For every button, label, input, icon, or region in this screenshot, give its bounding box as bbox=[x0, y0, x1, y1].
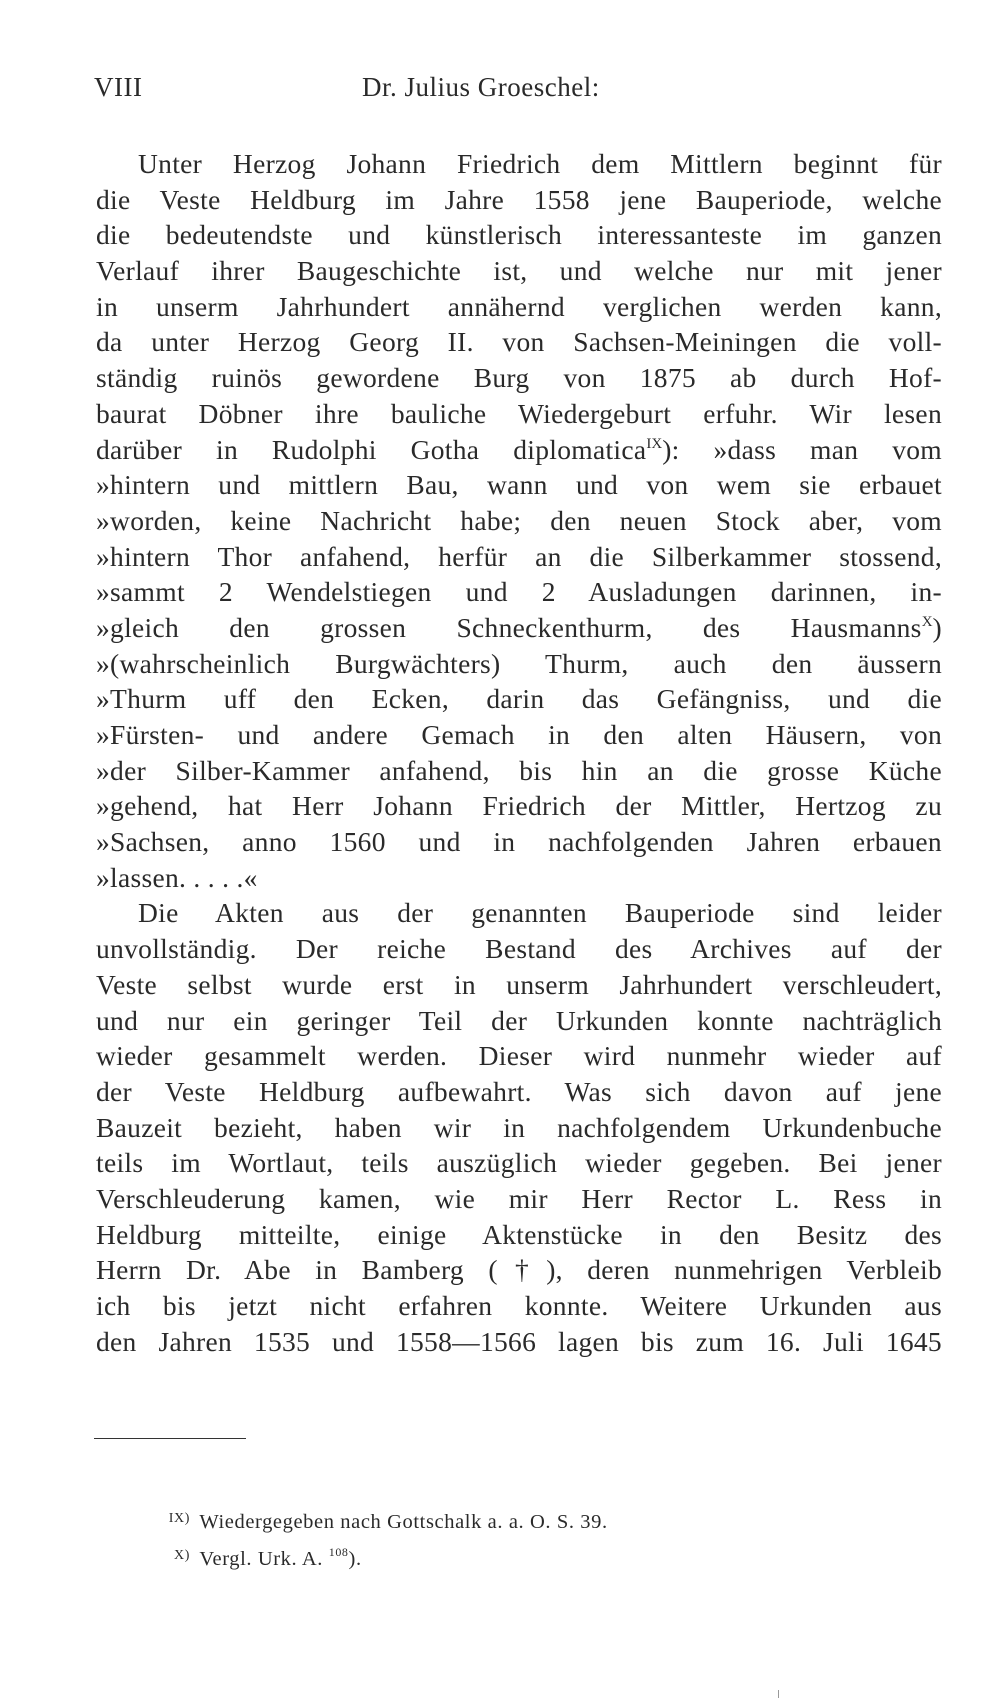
text-line: die bedeutendste und künstlerisch interessanteste im ganzen bbox=[96, 219, 942, 251]
text-line: den Jahren 1535 und 1558—1566 lagen bis zum 16. Juli 1645 bbox=[96, 1325, 942, 1357]
page-number: VIII bbox=[94, 72, 143, 102]
text-segment: »gleich den grossen Schneckenthurm, des Hausmanns bbox=[96, 611, 922, 643]
text-line: da unter Herzog Georg II. von Sachsen-Meiningen die voll- bbox=[96, 326, 942, 358]
text-line: der Veste Heldburg aufbewahrt. Was sich davon auf jene bbox=[96, 1075, 942, 1107]
text-line: Heldburg mitteilte, einige Aktenstücke in den Besitz des bbox=[96, 1218, 942, 1250]
text-line: Verschleuderung kamen, wie mir Herr Rector L. Ress in bbox=[96, 1182, 942, 1214]
text-line: »Sachsen, anno 1560 und in nachfolgenden Jahren erbauen bbox=[96, 826, 942, 858]
footnote-marker: IX) bbox=[168, 1511, 190, 1526]
text-line: »lassen. . . . .« bbox=[96, 861, 258, 893]
text-line: Herrn Dr. Abe in Bamberg (†), deren nunmehrigen Verbleib bbox=[96, 1254, 942, 1286]
footnote-ref-x[interactable]: X bbox=[921, 613, 933, 630]
scan-speck bbox=[778, 1690, 779, 1698]
footnotes bbox=[140, 1502, 840, 1576]
text-line: ständig ruinös gewordene Burg von 1875 ab durch Hof- bbox=[96, 362, 942, 394]
text-line: »worden, keine Nachricht habe; den neuen Stock aber, vom bbox=[96, 504, 942, 536]
text-segment: ): »dass man vom bbox=[662, 433, 942, 465]
footnote-x bbox=[140, 1539, 840, 1576]
text-line: »(wahrscheinlich Burgwächters) Thurm, auch den äussern bbox=[96, 647, 942, 679]
text-line: Bauzeit bezieht, haben wir in nachfolgendem Urkundenbuche bbox=[96, 1111, 942, 1143]
text-line: unvollständig. Der reiche Bestand des Archives auf der bbox=[96, 933, 942, 965]
text-line: »Fürsten- und andere Gemach in den alten Häusern, von bbox=[96, 719, 942, 750]
running-title: Dr. Julius Groeschel: bbox=[362, 72, 600, 102]
body-text bbox=[96, 146, 942, 1359]
text-line: Unter Herzog Johann Friedrich dem Mittlern beginnt für bbox=[138, 148, 942, 179]
text-line: in unserm Jahrhundert annähernd verglichen werden kann, bbox=[96, 290, 942, 322]
footnote-ref-ix[interactable]: IX bbox=[646, 435, 663, 452]
footnote-tail: ). bbox=[348, 1548, 362, 1570]
text-line: Veste selbst wurde erst in unserm Jahrhundert verschleudert, bbox=[96, 968, 942, 1000]
text-line: wieder gesammelt werden. Dieser wird nunmehr wieder auf bbox=[96, 1040, 942, 1072]
footnote-text: Vergl. Urk. A. bbox=[199, 1548, 323, 1570]
page-header bbox=[94, 72, 654, 112]
text-line: »der Silber-Kammer anfahend, bis hin an die grosse Küche bbox=[96, 754, 942, 786]
text-line: Die Akten aus der genannten Bauperiode sind leider bbox=[138, 897, 942, 929]
text-line: die Veste Heldburg im Jahre 1558 jene Bauperiode, welche bbox=[96, 183, 942, 215]
text-line: »sammt 2 Wendelstiegen und 2 Ausladungen darinnen, in- bbox=[96, 576, 942, 608]
text-line bbox=[96, 610, 942, 646]
text-line bbox=[96, 432, 942, 468]
text-segment: darüber in Rudolphi Gotha diplomatica bbox=[96, 433, 647, 465]
text-line: und nur ein geringer Teil der Urkunden konnte nachträglich bbox=[96, 1004, 942, 1036]
text-line: Verlauf ihrer Baugeschichte ist, und welche nur mit jener bbox=[96, 255, 942, 287]
text-line: teils im Wortlaut, teils auszüglich wieder gegeben. Bei jener bbox=[96, 1147, 942, 1179]
text-line: »Thurm uff den Ecken, darin das Gefängniss, und die bbox=[96, 683, 942, 715]
footnote-marker: X) bbox=[174, 1548, 190, 1563]
text-line: »gehend, hat Herr Johann Friedrich der Mittler, Hertzog zu bbox=[96, 790, 942, 822]
text-line: baurat Döbner ihre bauliche Wiedergeburt erfuhr. Wir lesen bbox=[96, 397, 942, 429]
text-segment: ) bbox=[932, 611, 942, 643]
text-line: »hintern und mittlern Bau, wann und von wem sie erbauet bbox=[96, 469, 942, 501]
footnote-text: Wiedergegeben nach Gottschalk a. a. O. S. 39. bbox=[199, 1511, 608, 1533]
text-line: ich bis jetzt nicht erfahren konnte. Weitere Urkunden aus bbox=[96, 1290, 942, 1321]
text-line: »hintern Thor anfahend, herfür an die Silberkammer stossend, bbox=[96, 540, 942, 572]
footnote-divider bbox=[94, 1438, 246, 1439]
footnote-ix bbox=[140, 1502, 840, 1539]
footnote-superscript: 108 bbox=[328, 1545, 349, 1559]
